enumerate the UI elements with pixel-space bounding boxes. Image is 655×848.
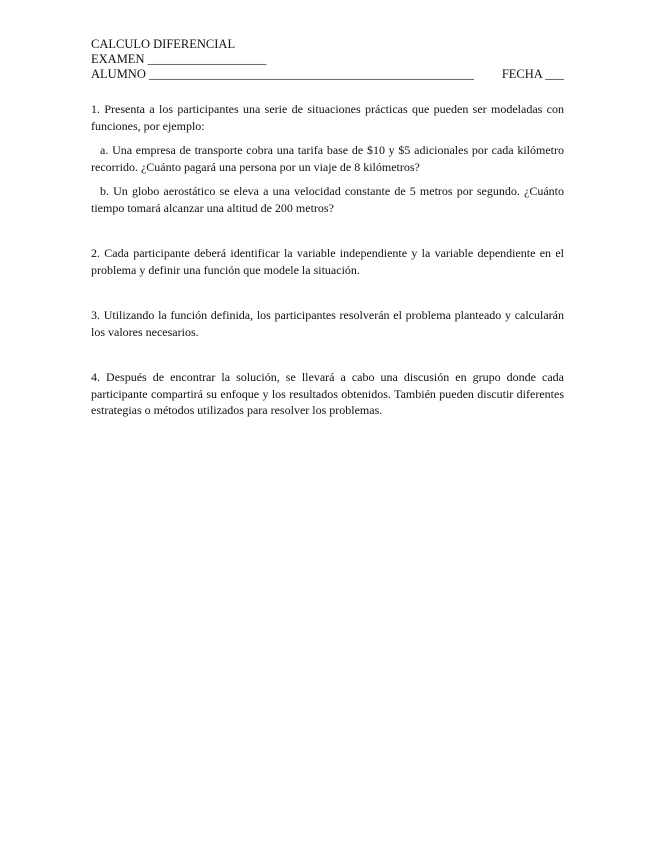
question-1a: a. Una empresa de transporte cobra una tarifa base de $10 y $5 adicionales por cada kilómetro recorrido. ¿Cuánto pagará una persona por un viaje de 8 kilómetros? [91,143,564,174]
date-field: FECHA ___ [501,67,564,81]
course-title: CALCULO DIFERENCIAL [91,37,236,51]
question-1b: b. Un globo aerostático se eleva a una velocidad constante de 5 metros por segundo. ¿Cuánto tiempo tomará alcanzar una altitud de 200 metros? [91,184,564,215]
exam-page [91,37,564,419]
question-4: 4. Después de encontrar la solución, se llevará a cabo una discusión en grupo donde cada participante compartirá su enfoque y los resultados obtenidos. También pueden discutir diferentes estrategias o métodos utilizados para resolver los problemas. [91,370,564,417]
question-2: 2. Cada participante deberá identificar la variable independiente y la variable dependiente en el problema y definir una función que modele la situación. [91,246,564,277]
exam-line: EXAMEN ___________________ [91,52,267,66]
question-1: 1. Presenta a los participantes una serie de situaciones prácticas que pueden ser modeladas con funciones, por ejemplo: [91,102,564,133]
question-3: 3. Utilizando la función definida, los participantes resolverán el problema planteado y calcularán los valores necesarios. [91,308,564,339]
student-field: ALUMNO ____________________________________________________ [91,67,474,81]
student-date-line [91,67,564,82]
